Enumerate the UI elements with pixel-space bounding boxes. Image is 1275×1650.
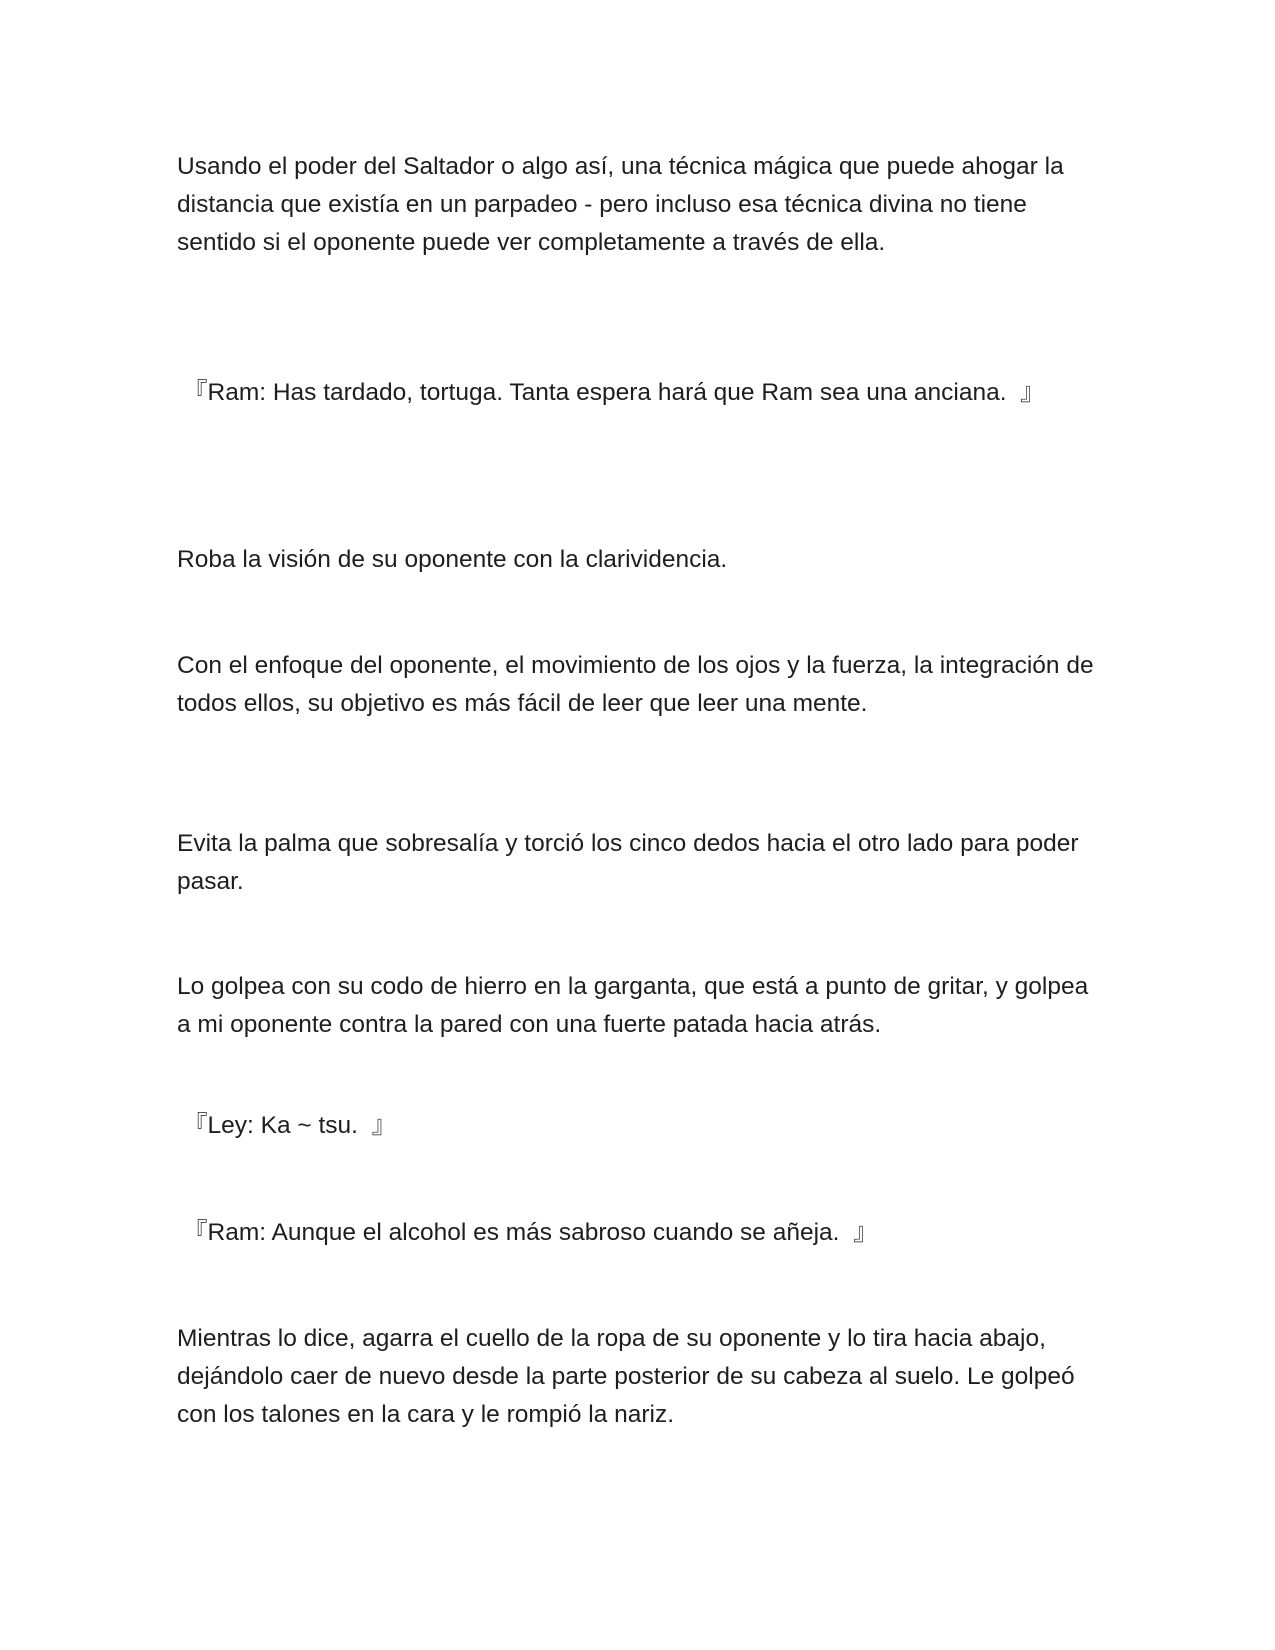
paragraph-narration: Evita la palma que sobresalía y torció los cinco dedos hacia el otro lado para poder pasar. xyxy=(177,830,1079,895)
paragraph-narration: Lo golpea con su codo de hierro en la garganta, que está a punto de gritar, y golpea a mi oponente contra la pared con una fuerte patada hacia atrás. xyxy=(177,973,1089,1038)
paragraph-dialogue: 『Ram: Has tardado, tortuga. Tanta espera hará que Ram sea una anciana. 』 xyxy=(183,379,1045,406)
paragraph-narration: Roba la visión de su oponente con la clarividencia. xyxy=(177,546,728,573)
paragraph-narration: Con el enfoque del oponente, el movimiento de los ojos y la fuerza, la integración de todos ellos, su objetivo es más fácil de leer que leer una mente. xyxy=(177,652,1094,717)
paragraph-narration: Mientras lo dice, agarra el cuello de la ropa de su oponente y lo tira hacia abajo, dejándolo caer de nuevo desde la parte posterior de su cabeza al suelo. Le golpeó con los talones en la cara y le rompió la nariz. xyxy=(177,1325,1075,1428)
paragraph-dialogue: 『Ram: Aunque el alcohol es más sabroso cuando se añeja. 』 xyxy=(183,1219,878,1246)
paragraph-dialogue: 『Ley: Ka ~ tsu. 』 xyxy=(183,1112,397,1139)
paragraph-narration: Usando el poder del Saltador o algo así, una técnica mágica que puede ahogar la distancia que existía en un parpadeo - pero incluso esa técnica divina no tiene sentido si el oponente puede ver completamente a través de ella. xyxy=(177,153,1064,256)
